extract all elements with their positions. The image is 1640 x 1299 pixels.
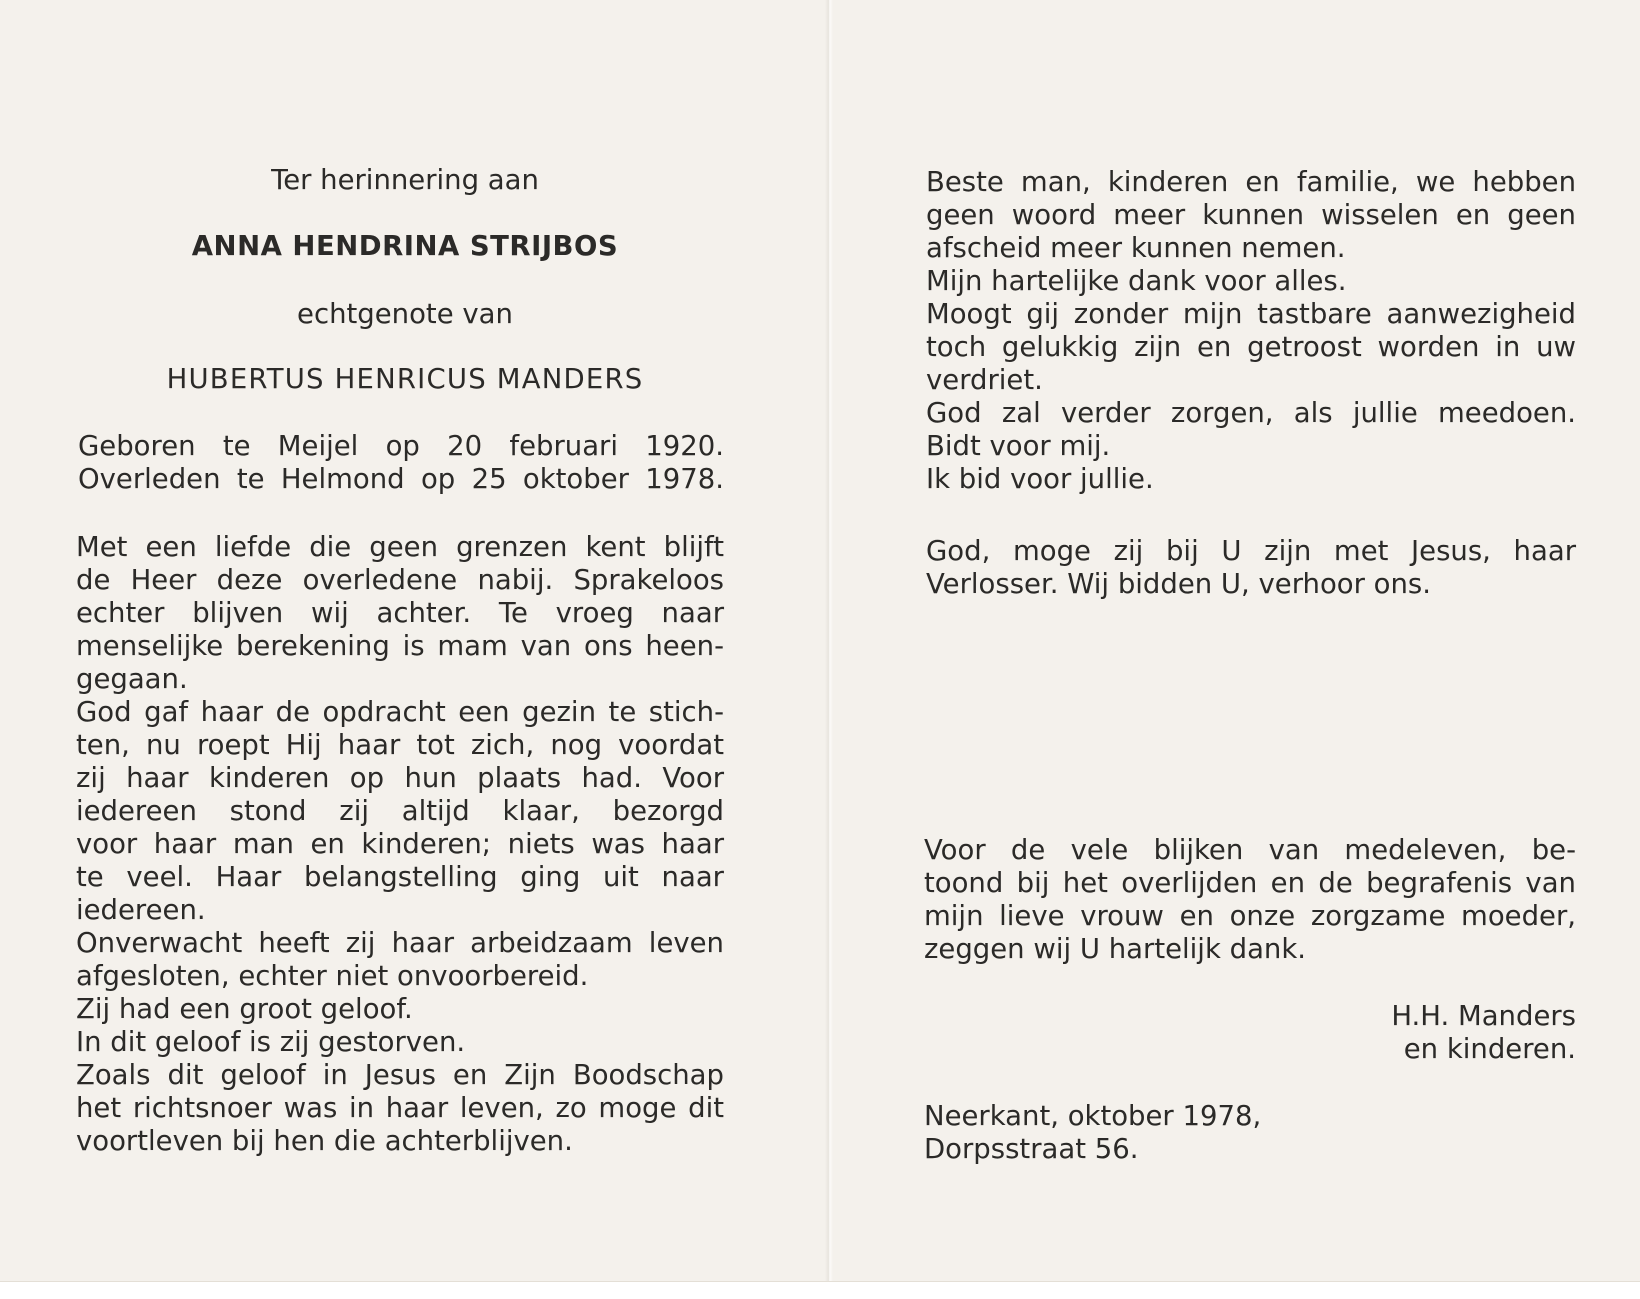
obituary-line: iedereen. — [76, 894, 206, 926]
prayer-text — [926, 535, 1576, 601]
address-line: Dorpsstraat 56. — [924, 1133, 1139, 1165]
deceased-name: ANNA HENDRINA STRIJBOS — [191, 230, 619, 262]
farewell-message — [926, 166, 1576, 496]
thanks-line: zeggen wij U hartelijk dank. — [924, 933, 1307, 965]
signature-family: en kinderen. — [1403, 1033, 1576, 1065]
obituary-line: Met een liefde die geen grenzen kent blijft — [76, 531, 724, 563]
prayer-line: God, moge zij bij U zijn met Jesus, haar — [926, 535, 1576, 567]
obituary-line: Zoals dit geloof in Jesus en Zijn Boodschap — [76, 1059, 724, 1091]
obituary-line: ten, nu roept Hij haar tot zich, nog voordat — [76, 729, 724, 761]
place-date — [924, 1100, 1344, 1166]
birth-line: Geboren te Meijel op 20 februari 1920. — [78, 430, 724, 462]
message-line: verdriet. — [926, 364, 1043, 396]
obituary-line: voortleven bij hen die achterblijven. — [76, 1125, 573, 1157]
obituary-line: God gaf haar de opdracht een gezin te stich- — [76, 696, 724, 728]
obituary-line: zij haar kinderen op hun plaats had. Voor — [76, 762, 724, 794]
message-line: Moogt gij zonder mijn tastbare aanwezigheid — [926, 298, 1576, 330]
death-line: Overleden te Helmond op 25 oktober 1978. — [78, 463, 724, 495]
signature-name: H.H. Manders — [1391, 1000, 1576, 1032]
thanks-line: toond bij het overlijden en de begrafenis van — [924, 867, 1576, 899]
obituary-line: iedereen stond zij altijd klaar, bezorgd — [76, 795, 724, 827]
thanks-line: mijn lieve vrouw en onze zorgzame moeder, — [924, 900, 1576, 932]
obituary-line: echter blijven wij achter. Te vroeg naar — [76, 597, 724, 629]
message-line: toch gelukkig zijn en getroost worden in uw — [926, 331, 1576, 363]
obituary-line: het richtsnoer was in haar leven, zo moge dit — [76, 1092, 724, 1124]
obituary-line: afgesloten, echter niet onvoorbereid. — [76, 960, 589, 992]
thanks-line: Voor de vele blijken van medeleven, be- — [924, 834, 1576, 866]
message-line: Ik bid voor jullie. — [926, 463, 1154, 495]
life-dates — [78, 430, 724, 496]
obituary-line: Zij had een groot geloof. — [76, 993, 413, 1025]
obituary-line: gegaan. — [76, 663, 188, 695]
obituary-line: te veel. Haar belangstelling ging uit naar — [76, 861, 724, 893]
obituary-line: voor haar man en kinderen; niets was haar — [76, 828, 724, 860]
relation-text: echtgenote van — [297, 298, 513, 330]
signature — [1276, 1000, 1576, 1066]
intro-text: Ter herinnering aan — [271, 164, 539, 196]
obituary-line: menselijke berekening is mam van ons heen- — [76, 630, 724, 662]
prayer-line: Verlosser. Wij bidden U, verhoor ons. — [926, 568, 1431, 600]
obituary-line: Onverwacht heeft zij haar arbeidzaam leven — [76, 927, 724, 959]
card-fold — [825, 0, 833, 1281]
message-line: geen woord meer kunnen wisselen en geen — [926, 199, 1576, 231]
obituary-line: In dit geloof is zij gestorven. — [76, 1026, 466, 1058]
message-line: Beste man, kinderen en familie, we hebben — [926, 166, 1576, 198]
obituary-line: de Heer deze overledene nabij. Sprakeloos — [76, 564, 724, 596]
spouse-name: HUBERTUS HENRICUS MANDERS — [166, 363, 644, 395]
thanks-text — [924, 834, 1576, 966]
message-line: afscheid meer kunnen nemen. — [926, 232, 1346, 264]
place-date-line: Neerkant, oktober 1978, — [924, 1100, 1262, 1132]
message-line: Bidt voor mij. — [926, 430, 1111, 462]
message-line: Mijn hartelijke dank voor alles. — [926, 265, 1347, 297]
obituary-text — [76, 531, 724, 1158]
message-line: God zal verder zorgen, als jullie meedoen. — [926, 397, 1576, 429]
